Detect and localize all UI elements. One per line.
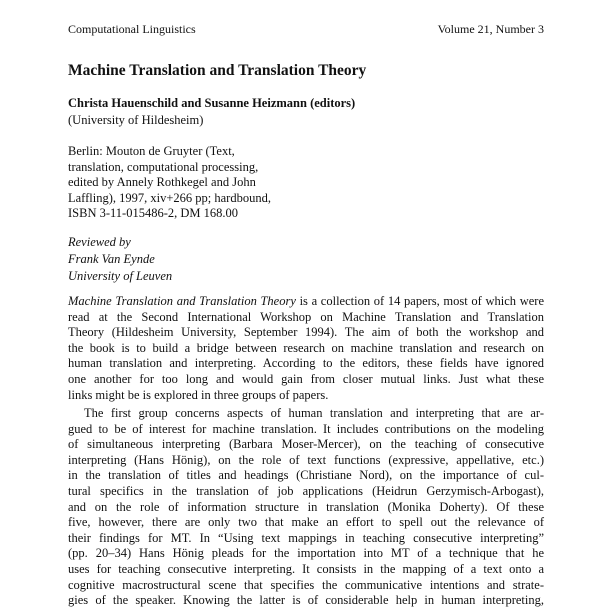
reviewed-by-label: Reviewed by xyxy=(68,235,131,249)
text-line: of simultaneous interpreting (Barbara Moser-Mercer), on the teaching of consecutive xyxy=(68,437,544,452)
text-line xyxy=(68,294,544,310)
text-line: tural specifics in the translation of job applications (Heidrun Gerzymisch-Arbogast), xyxy=(68,483,544,498)
text-line: links might be is explored in three groups of papers. xyxy=(68,387,329,402)
text-line: gued to be of interest for machine translation. It includes contributions on the modeling xyxy=(68,421,544,436)
text-line: gies of the speaker. Knowing the latter is of considerable help in human interpreting, xyxy=(68,593,544,608)
text-line: interpreting (Hans Hönig), on the role of text functions (expressive, appellative, etc.) xyxy=(68,452,544,467)
text-line: in the translation of titles and headings (Christiane Nord), on the importance of cul- xyxy=(68,468,544,483)
text-span: is a collection of 14 papers, most of which were xyxy=(295,294,545,308)
reviewer-name: Frank Van Eynde xyxy=(68,252,155,266)
publication-line: ISBN 3-11-015486-2, DM 168.00 xyxy=(68,206,239,220)
paragraph-2 xyxy=(68,406,544,609)
paragraph-1 xyxy=(68,294,544,403)
text-line: their findings for MT. In “Using text mappings in teaching consecutive interpreting” xyxy=(68,530,544,545)
text-line: (pp. 20–34) Hans Hönig pleads for the importation into MT of a technique that he xyxy=(68,546,544,561)
editors: Christa Hauenschild and Susanne Heizmann (editors) xyxy=(68,96,356,110)
reviewer-affiliation: University of Leuven xyxy=(68,269,173,283)
text-line: Theory (Hildesheim University, September 1994). The aim of both the workshop and xyxy=(68,325,544,340)
book-title-italic: Machine Translation and Translation Theory xyxy=(68,294,296,308)
text-line: one another for too long and would gain from closer mutual links. Just what these xyxy=(68,371,544,386)
text-line: cognitive macrostructural scene that specifies the communicative intentions and strate- xyxy=(68,577,544,592)
reviewer-block xyxy=(68,234,172,285)
editors-block xyxy=(68,95,355,128)
text-line: the book is to build a bridge between research on machine translation and research on xyxy=(68,340,544,355)
text-line: The first group concerns aspects of human translation and interpreting that are ar- xyxy=(84,406,544,420)
text-line: uses for teaching consecutive interpreting. It consists in the mapping of a text onto a xyxy=(68,561,544,576)
publication-line: translation, computational processing, xyxy=(68,159,259,174)
text-line: and on the role of information structure in translation (Monika Doherty). Of these xyxy=(68,499,544,514)
text-line: read at the Second International Workshop on Machine Translation and Translation xyxy=(68,309,544,324)
affiliation: (University of Hildesheim) xyxy=(68,112,204,127)
text-line: five, however, there are only two that make an effort to spell out the relevance of xyxy=(68,515,544,530)
publication-line: Berlin: Mouton de Gruyter (Text, xyxy=(68,144,235,158)
running-header-journal: Computational Linguistics xyxy=(68,22,196,36)
publication-info xyxy=(68,144,271,222)
publication-line: edited by Annely Rothkegel and John xyxy=(68,175,256,189)
running-header-issue: Volume 21, Number 3 xyxy=(437,22,544,36)
text-line: human translation and interpreting. According to the editors, these fields have ignored xyxy=(68,356,544,371)
publication-line: Laffling), 1997, xiv+266 pp; hardbound, xyxy=(68,190,271,205)
review-title: Machine Translation and Translation Theory xyxy=(68,62,367,79)
